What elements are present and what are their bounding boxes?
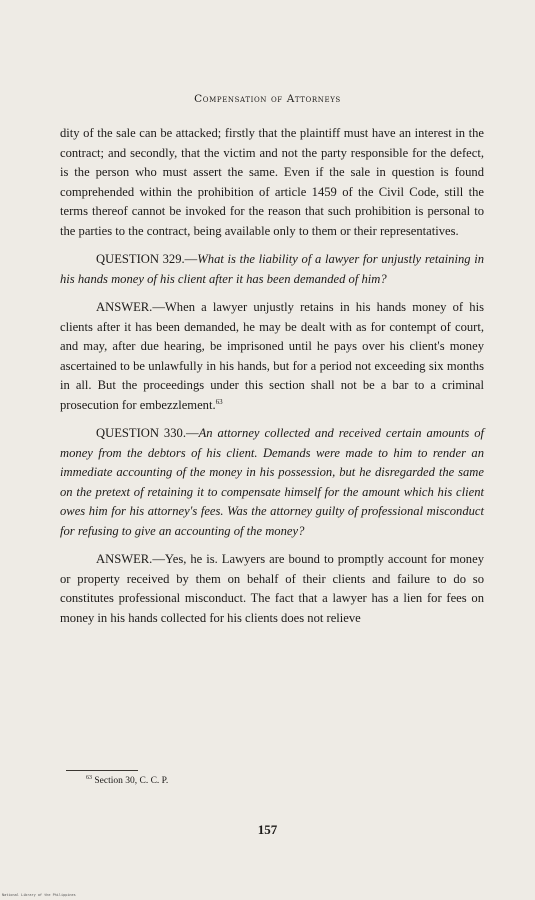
footnote-number: 63 xyxy=(86,774,92,781)
page-number: 157 xyxy=(257,822,278,837)
footnote-text: Section 30, C. C. P. xyxy=(94,776,169,786)
answer-330 xyxy=(60,550,484,628)
question-330 xyxy=(60,424,484,541)
answer-329 xyxy=(60,298,484,415)
footnote xyxy=(86,776,168,786)
footnote-rule xyxy=(66,770,138,771)
library-watermark: National Library of the Philippines xyxy=(2,893,76,897)
answer-329-text: When a lawyer unjustly retains in his hands money of his clients after it has been demanded, he may be dealt with as for contempt of court, and may, after due hearing, be imprisoned until he pays over his client's money ascertained to be unlawfully in his hands, but for a period not exceeding six months in all. But the proceedings under this section shall not be a bar to a criminal prosecution for embezzlement. xyxy=(60,300,484,412)
page-body xyxy=(60,124,484,637)
answer-330-label: ANSWER.— xyxy=(96,552,165,566)
question-330-label: QUESTION 330.— xyxy=(96,426,199,440)
paragraph-continuation: dity of the sale can be attacked; firstly that the plaintiff must have an interest in the contract; and secondly, that the victim and not the party responsible for the defect, is the person who must assert the same. Even if the sale in question is found comprehended within the prohibition of article 1459 of the Civil Code, still the terms thereof cannot be invoked for the reason that such prohibition is personal to the parties to the contract, being available only to them or their representatives. xyxy=(60,126,484,238)
answer-329-label: ANSWER.— xyxy=(96,300,165,314)
footnote-ref-63: 63 xyxy=(215,397,223,406)
running-header: Compensation of Attorneys xyxy=(194,93,341,105)
question-329-text: What is the liability of a lawyer for unjustly retaining in his hands money of his client after it has been demanded of him? xyxy=(60,252,485,286)
answer-330-text: Yes, he is. Lawyers are bound to promptly account for money or property received by them on behalf of their clients and failure to do so constitutes professional misconduct. The fact that a lawyer has a lien for fees on money in his hands collected for his clients does not relieve xyxy=(60,552,484,625)
question-329 xyxy=(60,250,484,289)
question-330-text: An attorney collected and received certain amounts of money from the debtors of his client. Demands were made to him to render an immediate accounting of the money in his possession, but he disregarded the same on the pretext of retaining it to compensate himself for the amount which his client owes him for his attorney's fees. Was the attorney guilty of professional misconduct for refusing to give an accounting of the money? xyxy=(60,426,484,538)
question-329-label: QUESTION 329.— xyxy=(96,252,198,266)
